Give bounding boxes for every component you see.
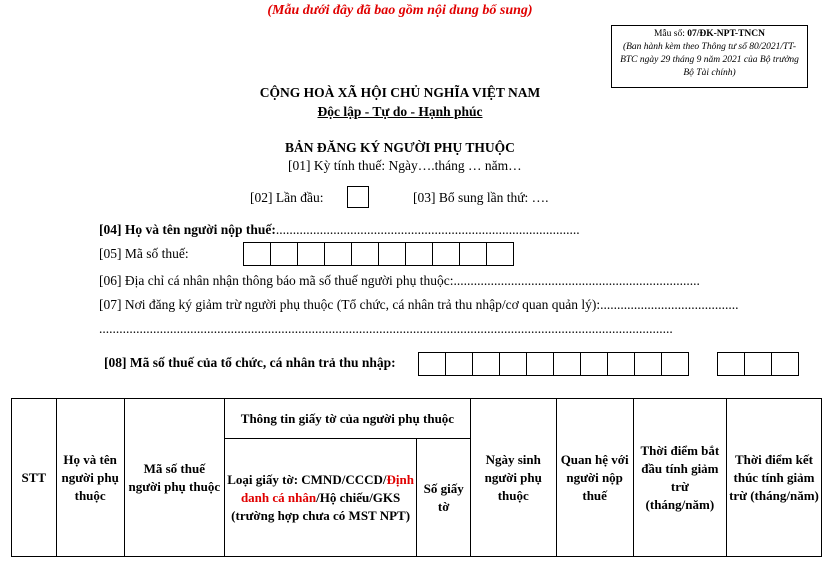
digit-box[interactable]: [459, 242, 487, 266]
digit-box[interactable]: [418, 352, 446, 376]
motto: Độc lập - Tự do - Hạnh phúc: [317, 104, 483, 119]
digit-box[interactable]: [270, 242, 298, 266]
taxpayer-tax-code-label: [05] Mã số thuế:: [99, 246, 189, 261]
digit-box[interactable]: [499, 352, 527, 376]
taxpayer-name-field[interactable]: [04] Họ và tên người nộp thuế:..........................................................................................: [99, 222, 580, 237]
col-stt: STT: [12, 399, 57, 557]
digit-box[interactable]: [634, 352, 662, 376]
supplement-note: (Mẫu dưới đây đã bao gồm nội dung bổ sung): [267, 3, 533, 18]
col-document-type: Loại giấy tờ: CMND/CCCD/Định danh cá nhân/Hộ chiếu/GKS (trường hợp chưa có MST NPT): [224, 439, 416, 557]
col-dependent-tax-code: Mã số thuế người phụ thuộc: [124, 399, 224, 557]
deduction-registration-field[interactable]: [07] Nơi đăng ký giảm trừ người phụ thuộc (Tổ chức, cá nhân trả thu nhập/cơ quan quản lý):.........................................: [99, 297, 739, 312]
payer-tax-code-label: [08] Mã số thuế của tổ chức, cá nhân trả thu nhập:: [104, 355, 396, 370]
col-dependent-name: Họ và tên người phụ thuộc: [56, 399, 124, 557]
digit-box[interactable]: [717, 352, 745, 376]
digit-box[interactable]: [243, 242, 271, 266]
tax-period-field: [01] Kỳ tính thuế: Ngày….tháng … năm…: [288, 158, 522, 173]
deduction-registration-continuation[interactable]: ..........................................................................................................................................................................: [99, 321, 673, 336]
digit-box[interactable]: [486, 242, 514, 266]
digit-box[interactable]: [378, 242, 406, 266]
digit-box[interactable]: [297, 242, 325, 266]
form-code-box: [611, 25, 808, 88]
digit-box[interactable]: [771, 352, 799, 376]
digit-box[interactable]: [351, 242, 379, 266]
digit-box[interactable]: [553, 352, 581, 376]
col-deduction-end: Thời điểm kết thúc tính giảm trừ (tháng/năm): [726, 399, 821, 557]
notice-address-field[interactable]: [06] Địa chỉ cá nhân nhận thông báo mã số thuế người phụ thuộc:.........................................................................: [99, 273, 700, 288]
taxpayer-tax-code-boxes[interactable]: [243, 242, 514, 266]
first-time-label: [02] Lần đầu:: [250, 190, 324, 205]
digit-box[interactable]: [744, 352, 772, 376]
col-relationship: Quan hệ với người nộp thuế: [556, 399, 633, 557]
digit-box[interactable]: [661, 352, 689, 376]
digit-box[interactable]: [580, 352, 608, 376]
digit-box[interactable]: [607, 352, 635, 376]
digit-box[interactable]: [432, 242, 460, 266]
digit-box[interactable]: [472, 352, 500, 376]
payer-tax-code-boxes[interactable]: [418, 352, 689, 376]
first-time-checkbox[interactable]: [347, 186, 369, 208]
digit-box[interactable]: [324, 242, 352, 266]
col-date-of-birth: Ngày sinh người phụ thuộc: [470, 399, 556, 557]
dependents-table: [11, 398, 822, 557]
form-issuance-note: (Ban hành kèm theo Thông tư số 80/2021/TT-BTC ngày 29 tháng 9 năm 2021 của Bộ trưởng Bộ Tài chính): [620, 42, 799, 78]
form-title: BẢN ĐĂNG KÝ NGƯỜI PHỤ THUỘC: [285, 140, 515, 155]
col-document-number: Số giấy tờ: [417, 439, 471, 557]
digit-box[interactable]: [526, 352, 554, 376]
supplement-label: [03] Bổ sung lần thứ: ….: [413, 190, 549, 205]
form-code: Mẫu số: 07/ĐK-NPT-TNCN: [653, 29, 765, 39]
col-document-info: Thông tin giấy tờ của người phụ thuộc: [224, 399, 470, 439]
payer-branch-code-boxes[interactable]: [717, 352, 799, 376]
digit-box[interactable]: [445, 352, 473, 376]
digit-box[interactable]: [405, 242, 433, 266]
country-header: CỘNG HOÀ XÃ HỘI CHỦ NGHĨA VIỆT NAM: [259, 85, 541, 100]
col-deduction-start: Thời điểm bắt đầu tính giảm trừ (tháng/năm): [633, 399, 726, 557]
